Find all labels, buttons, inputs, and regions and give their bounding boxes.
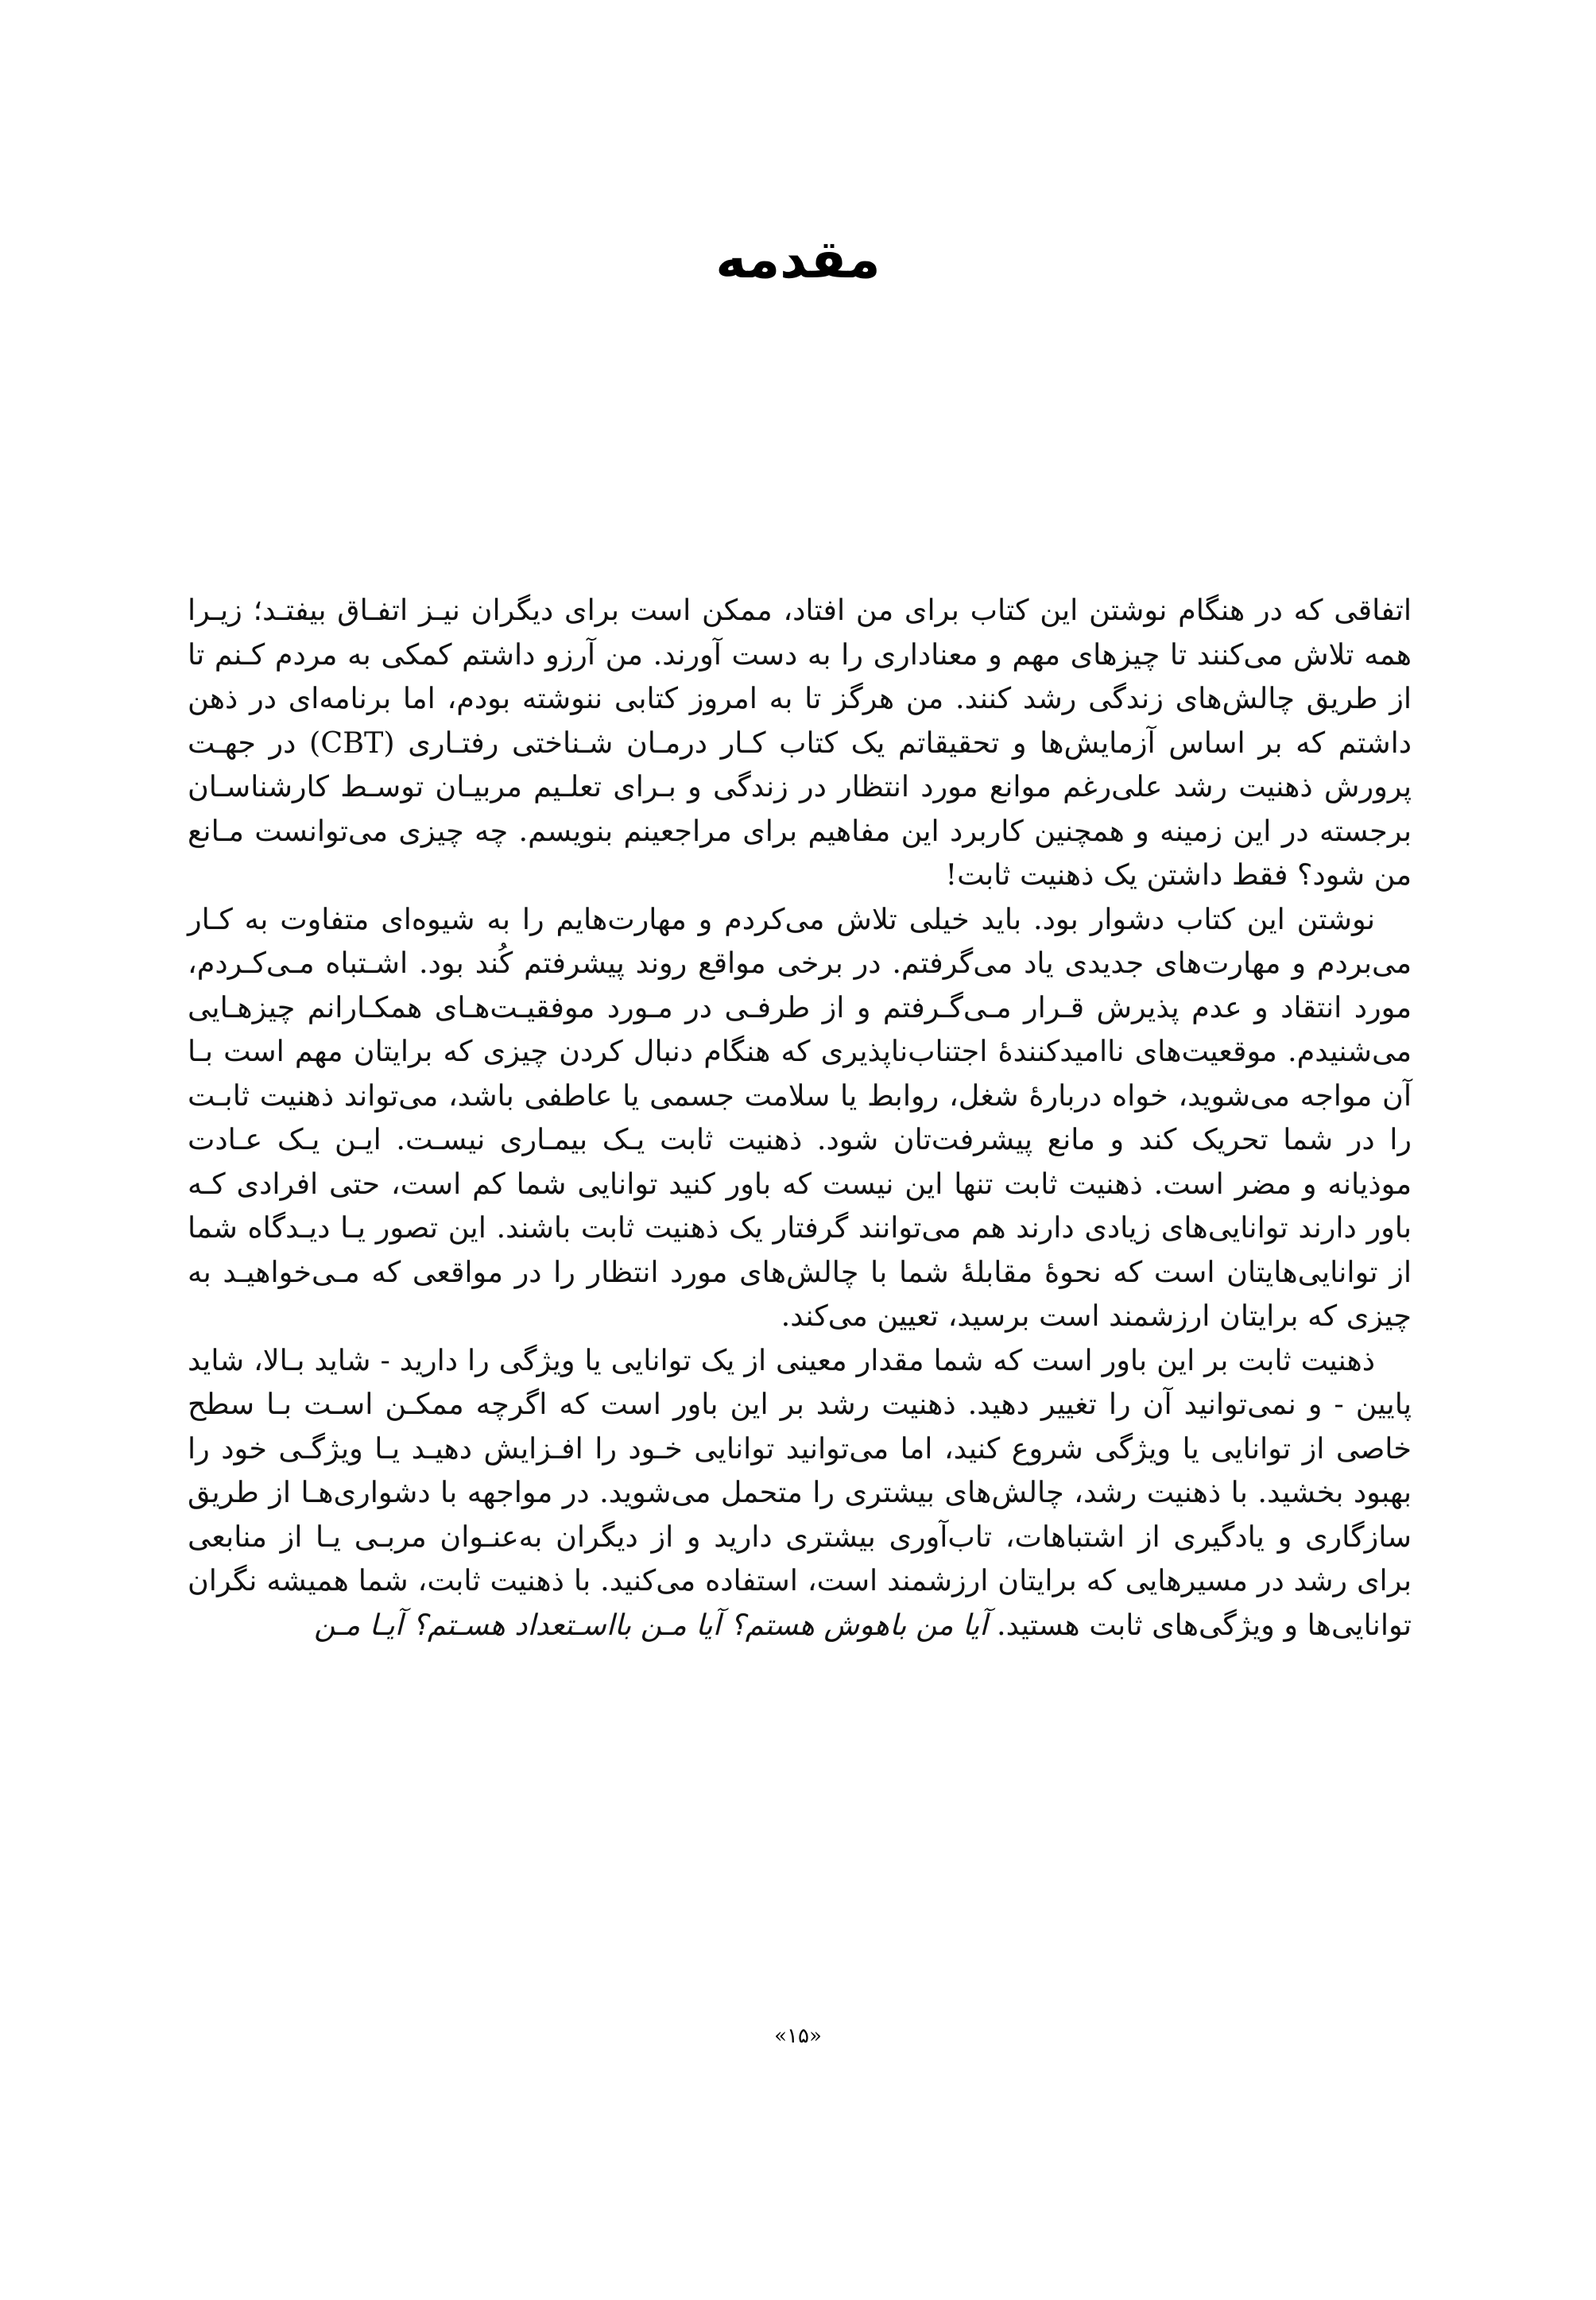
paragraph-3-text: ذهنیت ثابت بر این باور است که شما مقدار معینی از یک توانایی یا ویژگی را دارید - شاید بـالا، شاید پایین - و نمی‌توانید آن را تغییر دهید. ذهنیت رشد بر این باور است که اگرچه ممکـن اسـت بـا سطح خاصی از توانایی یا ویژگی شروع کنید، اما می‌توانید توانایی خـود را افـزایش دهیـد یـا ویژگـی خود را بهبود بخشید. با ذهنیت رشد، چالش‌های بیشتری را متحمل می‌شوید. در مواجهه با دشواری‌هـا از طریق سازگاری و یادگیری از اشتباهات، تاب‌آوری بیشتری دارید و از دیگران به‌عنـوان مربـی یـا از منابعی برای رشد در مسیرهایی که برایتان ارزشمند است، استفاده می‌کنید. با ذهنیت ثابت، شما همیشه نگران توانایی‌ها و ویژگی‌های ثابت هستید. [188, 1342, 1412, 1642]
paragraph-2-text: نوشتن این کتاب دشوار بود. باید خیلی تلاش می‌کردم و مهارت‌هایم را به شیوه‌ای متفاوت به کـار می‌بردم و مهارت‌های جدیدی یاد می‌گرفتم. در برخی مواقع روند پیشرفتم کُند بود. اشـتباه مـی‌کـردم، مورد انتقاد و عدم پذیرش قـرار مـی‌گـرفتم و از طرفـی در مـورد موفقیـت‌هـای همکـارانم چیزهـایی می‌شنیدم. موقعیت‌های ناامیدکنندهٔ اجتناب‌ناپذیری که هنگام دنبال کردن چیزی که برایتان مهم است بـا آن مواجه می‌شوید، خواه دربارهٔ شغل، روابط یا سلامت جسمی یا عاطفی باشد، می‌تواند ذهنیت ثابـت را در شما تحریک کند و مانع پیشرفت‌تان شود. ذهنیت ثابت یـک بیمـاری نیسـت. ایـن یـک عـادت موذیانه و مضر است. ذهنیت ثابت تنها این نیست که باور کنید توانایی شما کم است، حتی افرادی کـه باور دارند توانایی‌های زیادی دارند هم می‌توانند گرفتار یک ذهنیت ثابت باشند. این تصور یـا دیـدگاه شما از توانایی‌هایتان است که نحوهٔ مقابلهٔ شما با چالش‌های مورد انتظار را در مواقعی که مـی‌خواهیـد به چیزی که برایتان ارزشمند است برسید، تعیین می‌کند. [188, 901, 1412, 1333]
paragraph-2 [188, 897, 1412, 1338]
page-number: «۱۵» [774, 2024, 822, 2048]
paragraph-1 [188, 588, 1412, 897]
chapter-title: مقدمه [715, 229, 881, 290]
paragraph-1-text: اتفاقی که در هنگام نوشتن این کتاب برای من افتاد، ممکن است برای دیگران نیـز اتفـاق بیفتـد؛ زیـرا همه تلاش می‌کنند تا چیزهای مهم و معناداری را به دست آورند. من آرزو داشتم کمکی به مردم کـنم تا از طریق چالش‌های زندگی رشد کنند. من هرگز تا به امروز کتابی ننوشته بودم، اما برنامه‌ای در ذهن داشتم که بر اساس آزمایش‌ها و تحقیقاتم یک کتاب کـار درمـان شـناختی رفتـاری (CBT) در جهـت پرورش ذهنیت رشد علی‌رغم موانع مورد انتظار در زندگی و بـرای تعلـیم مربیـان توسـط کارشناسـان برجسته در این زمینه و همچنین کاربرد این مفاهیم برای مراجعینم بنویسم. چه چیزی می‌توانست مـانع من شود؟ فقط داشتن یک ذهنیت ثابت! [188, 593, 1412, 892]
paragraph-3-italic-questions: آیا من باهوش هستم؟ آیا مـن بااسـتعداد هسـتم؟ آیـا مـن [314, 1607, 998, 1642]
body-text [188, 588, 1412, 1647]
paragraph-3 [188, 1338, 1412, 1648]
